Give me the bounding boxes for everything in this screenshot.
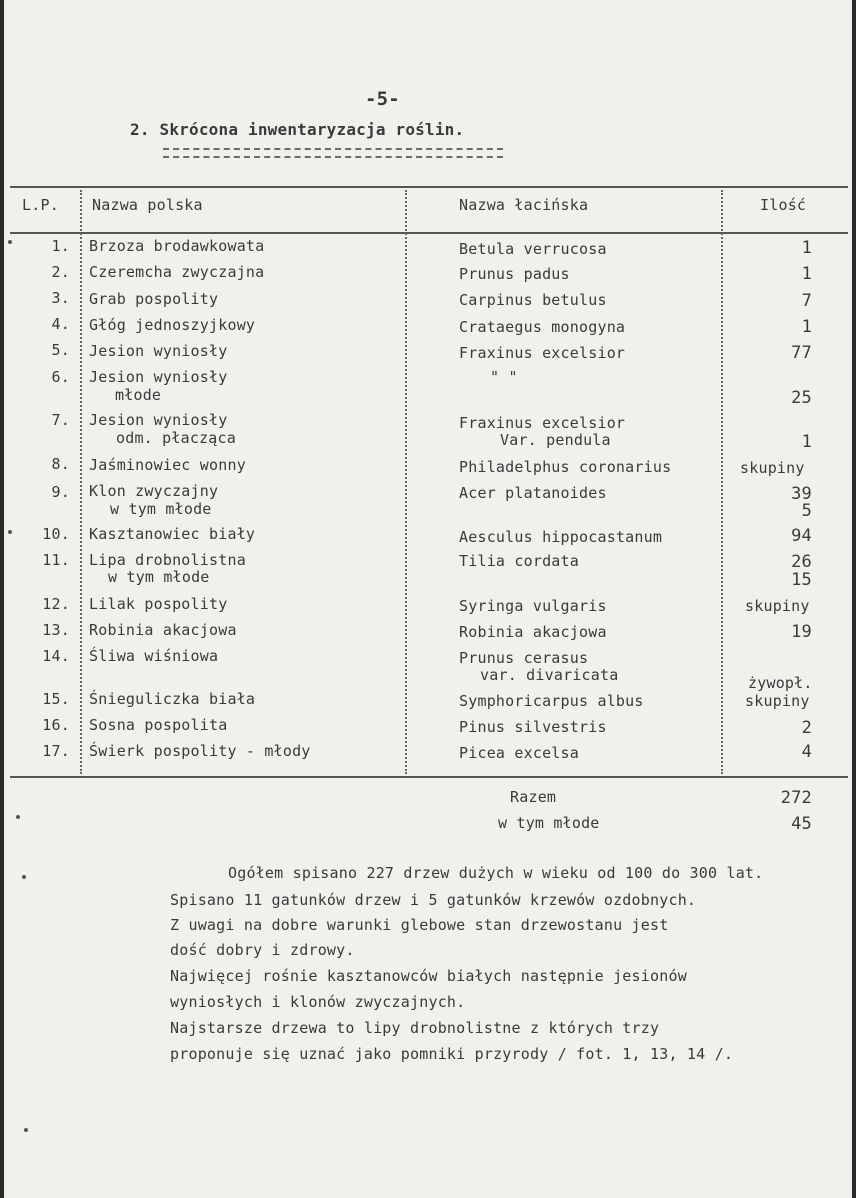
young-value: 45 [791, 814, 812, 834]
row-polish-name: Śliwa wiśniowa [89, 647, 219, 665]
row-lp: 4. [51, 315, 70, 333]
paragraph-line: Najstarsze drzewa to lipy drobnolistne z których trzy [170, 1019, 660, 1037]
title-underline [163, 148, 503, 158]
row-lp: 15. [42, 690, 70, 708]
row-polish-name: Lilak pospolity [89, 595, 228, 613]
row-qty: 77 [791, 343, 812, 363]
row-qty: 39 [791, 484, 812, 504]
row-lp: 14. [42, 647, 70, 665]
row-lp: 13. [42, 621, 70, 639]
row-latin-name: Pinus silvestris [459, 718, 607, 736]
row-qty: 94 [791, 526, 812, 546]
row-latin-name: Symphoricarpus albus [459, 692, 644, 710]
row-polish-name: Śnieguliczka biała [89, 690, 256, 708]
column-separator-latin [721, 190, 723, 774]
row-lp: 8. [51, 455, 70, 473]
row-qty: 1 [801, 238, 812, 258]
row-qty-sub: 15 [791, 570, 812, 590]
row-latin-name: Tilia cordata [459, 552, 579, 570]
margin-mark [24, 1128, 28, 1132]
row-latin-name: Prunus cerasus [459, 649, 589, 667]
row-polish-sub: w tym młode [110, 500, 212, 518]
row-qty: 4 [801, 742, 812, 762]
row-latin-name: Philadelphus coronarius [459, 458, 672, 476]
paragraph-line: wyniosłych i klonów zwyczajnych. [170, 993, 466, 1011]
row-latin-name: Aesculus hippocastanum [459, 528, 663, 546]
header-qty: Ilość [760, 196, 807, 214]
row-lp: 7. [51, 411, 70, 429]
row-latin-name: Betula verrucosa [459, 240, 607, 258]
row-latin-name: Picea excelsa [459, 744, 579, 762]
row-polish-name: Czeremcha zwyczajna [89, 263, 265, 281]
row-polish-name: Jesion wyniosły [89, 411, 228, 429]
row-polish-name: Lipa drobnolistna [89, 551, 246, 569]
paragraph-line: Najwięcej rośnie kasztanowców białych następnie jesionów [170, 967, 687, 985]
paragraph-line: dość dobry i zdrowy. [170, 941, 355, 959]
row-polish-name: Świerk pospolity - młody [89, 742, 311, 760]
scan-edge-left [0, 0, 4, 1198]
row-polish-name: Kasztanowiec biały [89, 525, 256, 543]
row-qty: 1 [801, 317, 812, 337]
row-qty: 26 [791, 552, 812, 572]
margin-mark [16, 815, 20, 819]
page-number: -5- [365, 88, 400, 110]
row-polish-name: Sosna pospolita [89, 716, 228, 734]
row-polish-name: Jesion wyniosły [89, 342, 228, 360]
row-lp: 11. [42, 551, 70, 569]
row-lp: 9. [51, 483, 70, 501]
row-polish-sub: w tym młode [108, 568, 210, 586]
row-latin-name: Fraxinus excelsior [459, 344, 626, 362]
header-polish: Nazwa polska [92, 196, 203, 214]
margin-mark [8, 240, 12, 244]
row-latin-sub: var. divaricata [480, 666, 619, 684]
row-qty: 1 [801, 432, 812, 452]
section-title: 2. Skrócona inwentaryzacja roślin. [130, 120, 465, 139]
header-lp: L.P. [22, 196, 59, 214]
column-separator-polish [405, 190, 407, 774]
row-latin-name: " " [490, 368, 518, 386]
young-label: w tym młode [498, 814, 600, 832]
table-top-rule [10, 186, 848, 188]
row-qty: 25 [791, 388, 812, 408]
row-polish-sub: młode [115, 386, 162, 404]
row-lp: 12. [42, 595, 70, 613]
margin-mark [22, 875, 26, 879]
row-qty: skupiny [745, 692, 810, 710]
row-lp: 1. [51, 237, 70, 255]
scan-edge-right [852, 0, 856, 1198]
row-polish-name: Grab pospolity [89, 290, 219, 308]
row-qty: skupiny [745, 597, 810, 615]
row-latin-name: Carpinus betulus [459, 291, 607, 309]
row-lp: 3. [51, 289, 70, 307]
row-qty: 2 [801, 718, 812, 738]
row-polish-name: Robinia akacjowa [89, 621, 237, 639]
row-qty: skupiny [740, 459, 805, 477]
row-lp: 2. [51, 263, 70, 281]
row-latin-name: Prunus padus [459, 265, 570, 283]
row-qty: żywopł. [748, 674, 813, 692]
row-latin-name: Syringa vulgaris [459, 597, 607, 615]
row-polish-name: Brzoza brodawkowata [89, 237, 265, 255]
row-lp: 5. [51, 341, 70, 359]
row-polish-sub: odm. płacząca [116, 429, 236, 447]
paragraph-line: Z uwagi na dobre warunki glebowe stan drzewostanu jest [170, 916, 669, 934]
row-qty: 1 [801, 264, 812, 284]
row-lp: 16. [42, 716, 70, 734]
column-separator-lp [80, 190, 82, 774]
row-qty: 19 [791, 622, 812, 642]
row-qty: 7 [801, 291, 812, 311]
paragraph-line: Ogółem spisano 227 drzew dużych w wieku od 100 do 300 lat. [228, 864, 764, 882]
row-latin-name: Crataegus monogyna [459, 318, 626, 336]
paragraph-line: Spisano 11 gatunków drzew i 5 gatunków krzewów ozdobnych. [170, 891, 697, 909]
table-bottom-rule [10, 776, 848, 778]
margin-mark [8, 530, 12, 534]
row-polish-name: Jaśminowiec wonny [89, 456, 246, 474]
row-polish-name: Jesion wyniosły [89, 368, 228, 386]
total-value: 272 [780, 788, 812, 808]
row-polish-name: Klon zwyczajny [89, 482, 219, 500]
header-latin: Nazwa łacińska [459, 196, 589, 214]
row-latin-name: Robinia akacjowa [459, 623, 607, 641]
row-latin-name: Fraxinus excelsior [459, 414, 626, 432]
paragraph-line: proponuje się uznać jako pomniki przyrody / fot. 1, 13, 14 /. [170, 1045, 734, 1063]
row-lp: 17. [42, 742, 70, 760]
row-lp: 10. [42, 525, 70, 543]
row-polish-name: Głóg jednoszyjkowy [89, 316, 256, 334]
total-label: Razem [510, 788, 557, 806]
row-qty-sub: 5 [801, 501, 812, 521]
row-latin-sub: Var. pendula [500, 431, 611, 449]
row-lp: 6. [51, 368, 70, 386]
row-latin-name: Acer platanoides [459, 484, 607, 502]
